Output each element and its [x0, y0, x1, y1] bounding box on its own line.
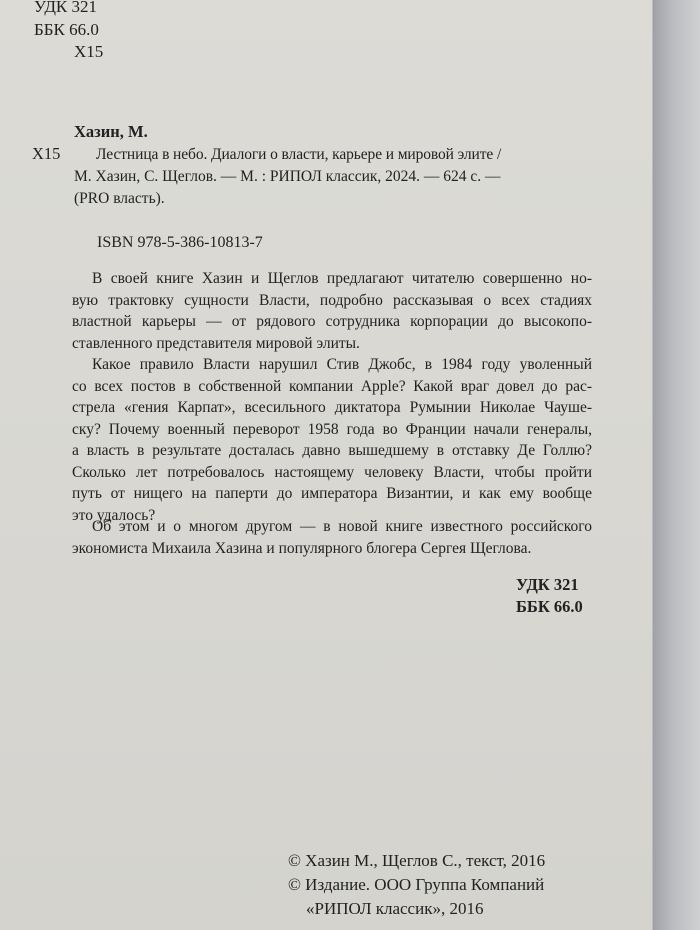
text-line: Какое правило Власти нарушил Стив Джобс, в 1984 году уволенный — [92, 356, 592, 373]
adjacent-page-edge — [653, 0, 700, 930]
text-line: властной карьеры — от рядового сотрудника корпорации до высокопо- — [72, 313, 592, 330]
copyright-line-2: © Издание. ООО Группа Компаний — [288, 875, 545, 894]
text-line: а власть в результате досталась давно вышедшему в отставку Де Голлю? — [72, 442, 592, 459]
text-line: со всех постов в собственной компании Apple? Какой враг довел до рас- — [72, 377, 592, 395]
bbk-code-top: ББК 66.0 — [34, 20, 99, 39]
copyright-line-1: © Хазин М., Щеглов С., текст, 2016 — [288, 851, 546, 870]
copyright-line-3: «РИПОЛ классик», 2016 — [306, 899, 484, 918]
text-line: Сколько лет потребовалось настоящему человеку Власти, чтобы пройти — [72, 463, 592, 481]
text-line: вую трактовку сущности Власти, подробно рассказывая о всех стадиях — [72, 291, 592, 309]
author-mark-top: Х15 — [74, 42, 104, 61]
bib-line-1: Лестница в небо. Диалоги о власти, карьере и мировой элите / — [96, 146, 502, 163]
udc-code-bottom: УДК 321 — [516, 575, 579, 594]
text-line: экономиста Михаила Хазина и популярного блогера Сергея Щеглова. — [72, 539, 532, 557]
author-mark: Х15 — [32, 144, 61, 163]
text-line: это удалось? — [72, 506, 156, 524]
text-line: В своей книге Хазин и Щеглов предлагают читателю совершенно но- — [92, 270, 592, 287]
bib-line-2: М. Хазин, С. Щеглов. — М. : РИПОЛ классик, 2024. — 624 с. — — [74, 168, 501, 185]
isbn: ISBN 978-5-386-10813-7 — [97, 234, 263, 251]
annotation-paragraph-1 — [72, 268, 592, 354]
annotation-paragraph-2 — [72, 354, 592, 526]
bbk-code-bottom: ББК 66.0 — [516, 597, 583, 616]
text-line: Об этом и о многом другом — в новой книге известного российского — [92, 518, 592, 535]
annotation-paragraph-3 — [72, 516, 592, 559]
text-line: стрела «гения Карпат», всесильного диктатора Румынии Николае Чауше- — [72, 399, 592, 416]
bib-line-3: (PRO власть). — [74, 190, 165, 207]
text-line: путь от нищего на паперти до императора Византии, и как ему вообще — [72, 485, 592, 502]
author-heading: Хазин, М. — [74, 122, 148, 141]
text-line: ставленного представителя мировой элиты. — [72, 334, 360, 352]
udc-code-top: УДК 321 — [34, 0, 98, 16]
text-line: ску? Почему военный переворот 1958 года во Франции начали генералы, — [72, 420, 592, 438]
